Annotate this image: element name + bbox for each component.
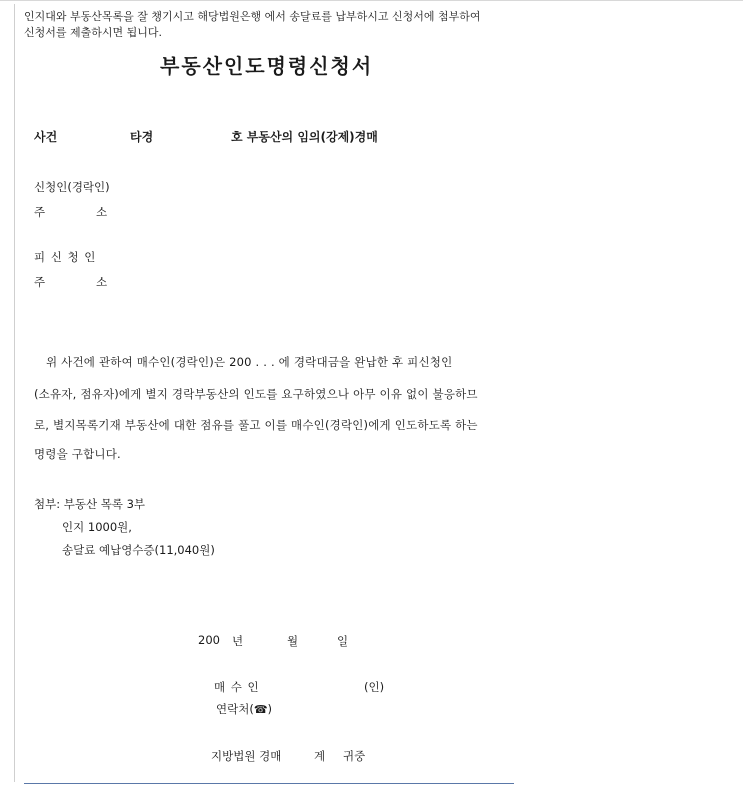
- case-label: 사건: [34, 130, 58, 144]
- contact-line: [216, 701, 272, 717]
- attachments-line-3: 송달료 예납영수증(11,040원): [62, 543, 215, 557]
- body-line-3: 로, 별지목록기재 부동산에 대한 점유를 풀고 이를 매수인(경락인)에게 인도하도록 하는: [34, 418, 478, 432]
- date-day-unit: 일: [337, 634, 349, 648]
- attachments-line-1: 첨부: 부동산 목록 3부: [34, 497, 146, 511]
- document-title: 부동산인도명령신청서: [160, 54, 374, 78]
- applicant-label: 신청인(경락인): [34, 180, 110, 194]
- respondent-address-label-a: 주: [34, 275, 46, 289]
- instruction-notice: [24, 9, 481, 41]
- addressee-honorific: 귀중: [343, 749, 366, 763]
- contact-close: ): [267, 702, 273, 716]
- date-month-unit: 월: [287, 634, 299, 648]
- notice-line-2: 신청서를 제출하시면 됩니다.: [24, 26, 163, 39]
- date-year: 200: [198, 633, 220, 647]
- body-line-1: 위 사건에 관하여 매수인(경락인)은 200 . . . 에 경락대금을 완납한 후 피신청인: [46, 355, 453, 369]
- case-description: 호 부동산의 임의(강제)경매: [231, 130, 378, 144]
- contact-label: 연락처(: [216, 702, 254, 716]
- case-type: 타경: [130, 130, 154, 144]
- body-line-2: (소유자, 점유자)에게 별지 경락부동산의 인도를 요구하였으나 아무 이유 없이 불응하므: [34, 387, 478, 401]
- body-line-4: 명령을 구합니다.: [34, 447, 121, 461]
- date-year-unit: 년: [232, 634, 244, 648]
- addressee-court: 지방법원 경매: [211, 749, 282, 763]
- top-border: [0, 0, 743, 1]
- notice-line-1: 인지대와 부동산목록을 잘 챙기시고 해당법원은행 에서 송달료를 납부하시고 신청서에 첨부하여: [24, 10, 481, 23]
- respondent-address-label-b: 소: [96, 275, 108, 289]
- bottom-rule: [24, 783, 514, 784]
- addressee-division: 계: [314, 749, 326, 763]
- respondent-label: 피 신 청 인: [34, 250, 97, 264]
- applicant-address-label-b: 소: [96, 205, 108, 219]
- attachments-line-2: 인지 1000원,: [62, 520, 132, 534]
- left-margin-line: [14, 4, 15, 782]
- seal-mark: (인): [364, 680, 385, 694]
- buyer-label: 매 수 인: [214, 680, 260, 694]
- applicant-address-label-a: 주: [34, 205, 46, 219]
- telephone-icon: ☎: [253, 703, 268, 716]
